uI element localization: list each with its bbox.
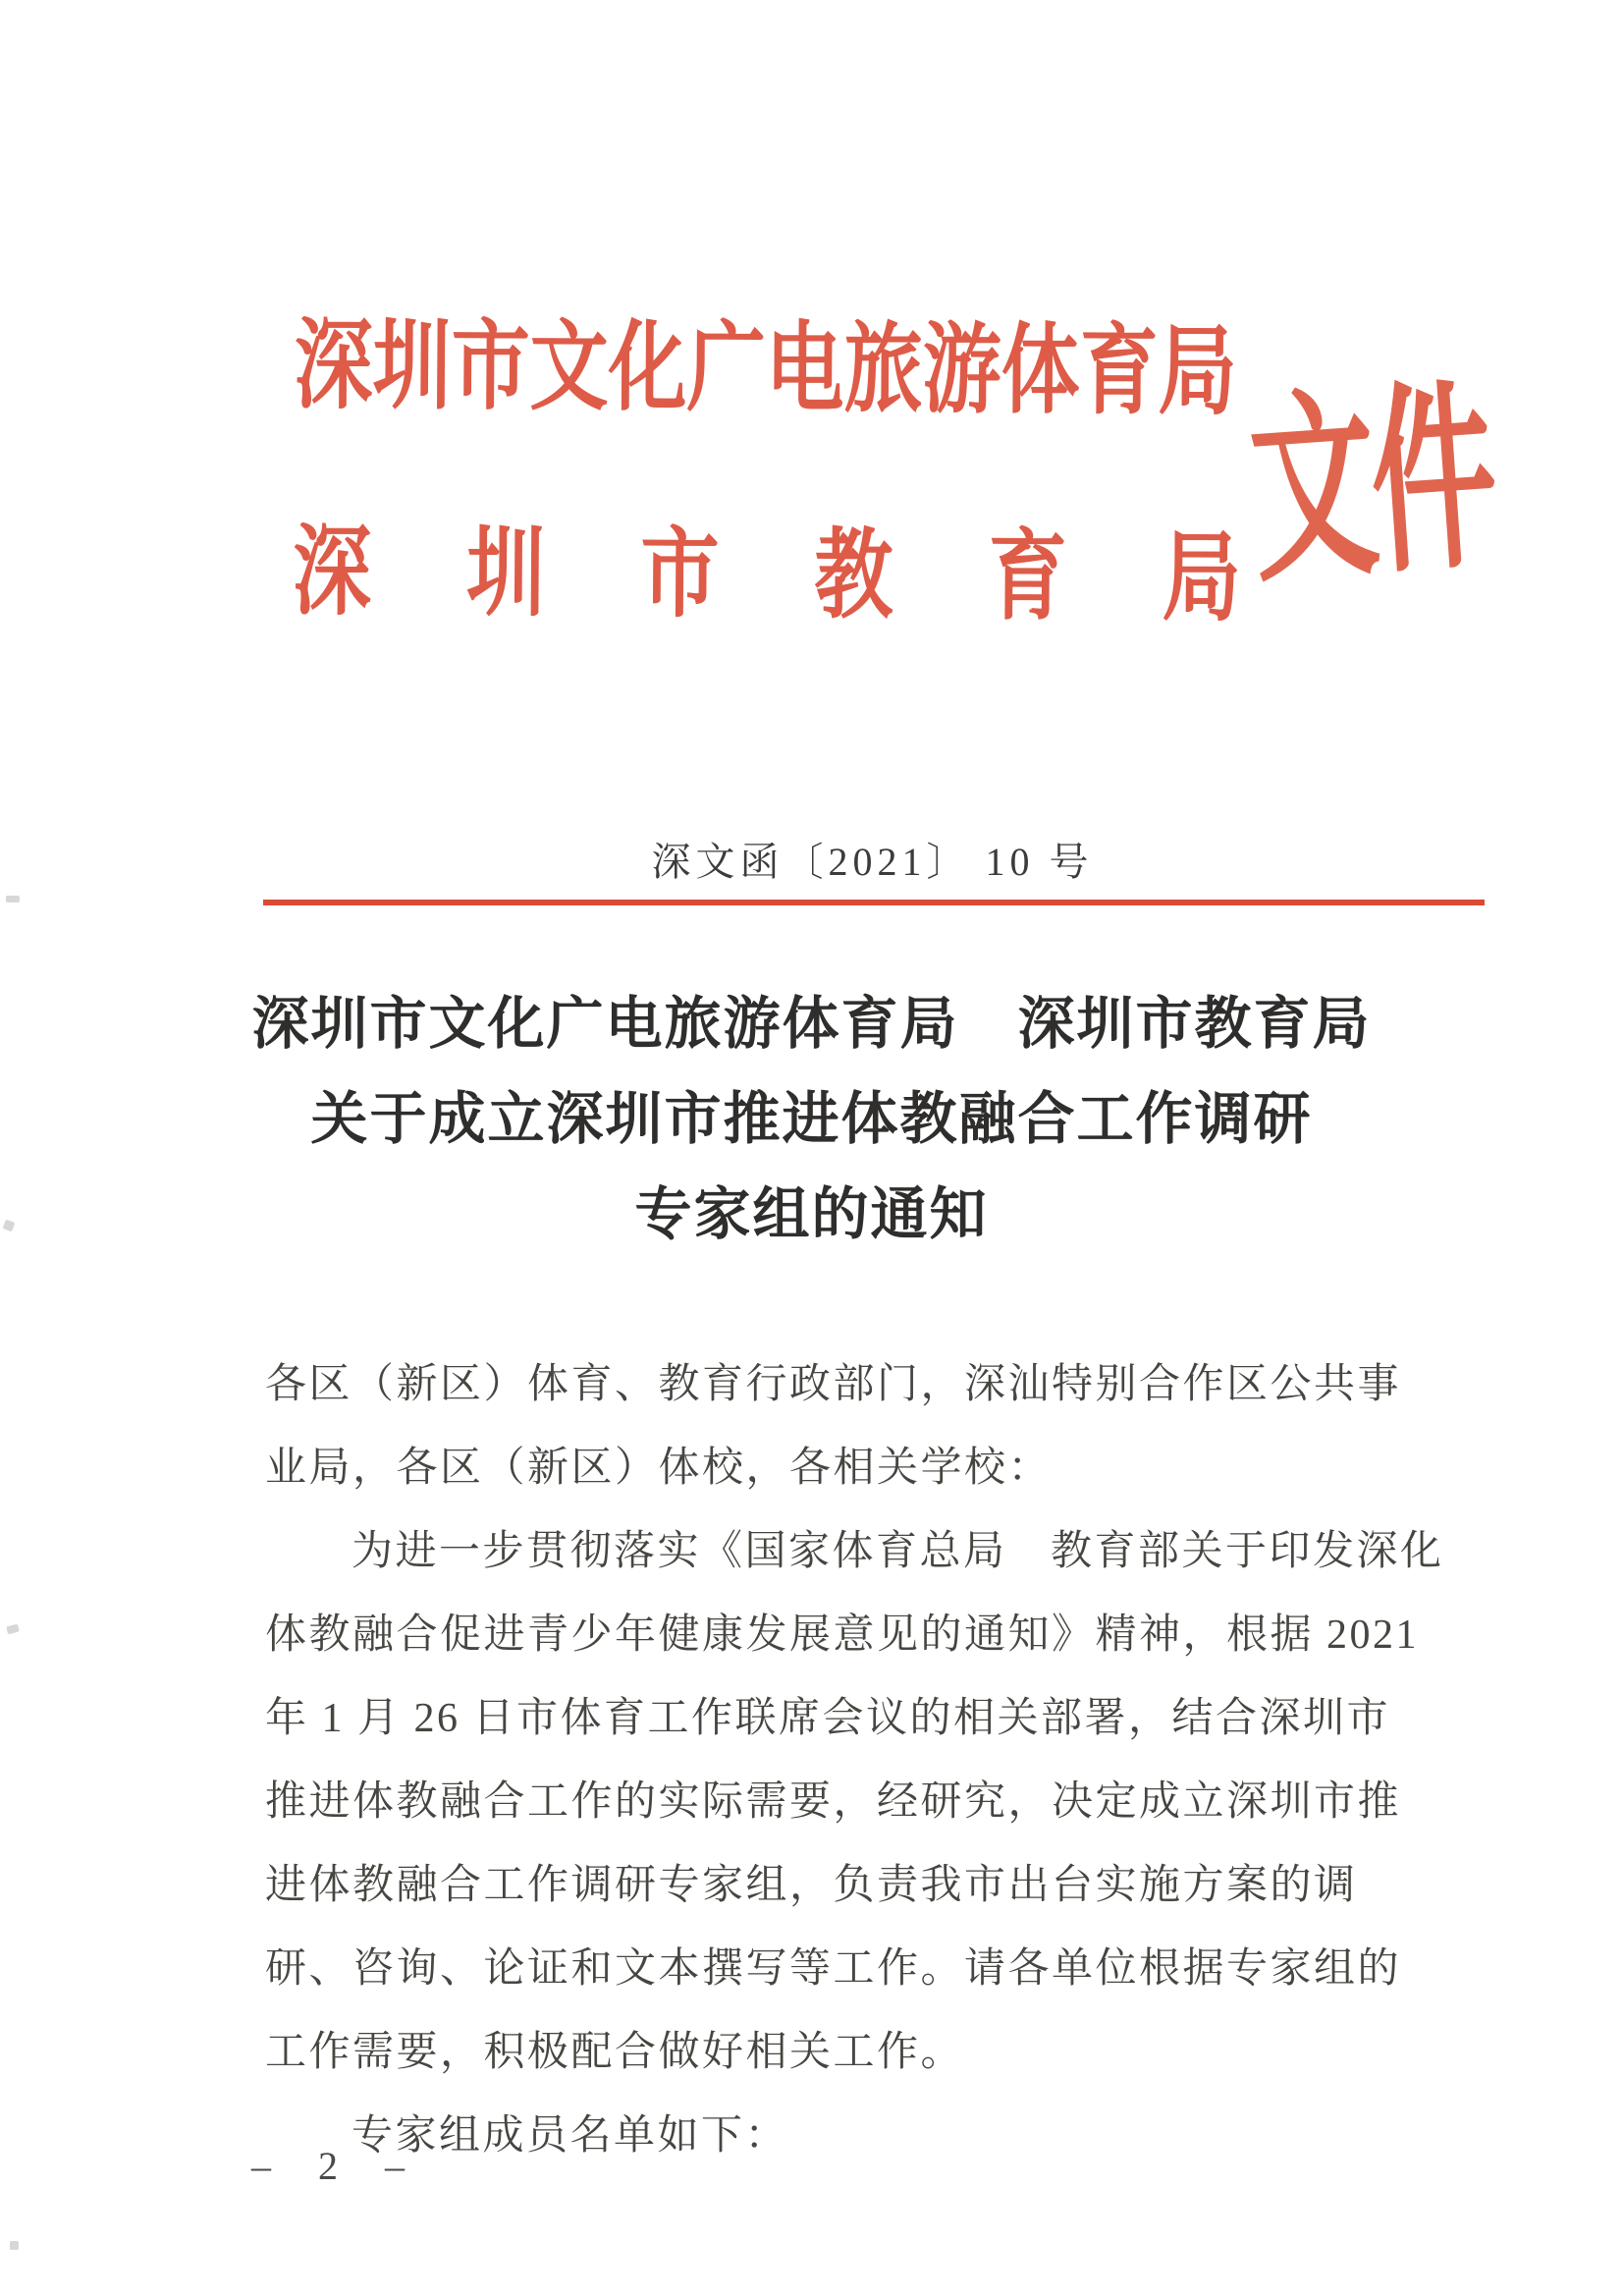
body-line: 研、咨询、论证和文本撰写等工作。请各单位根据专家组的 [265,1946,1402,1992]
scan-artifact [6,1624,20,1635]
document-title [0,976,1623,1262]
body-text [265,1343,1444,2178]
document-title-line1: 深圳市文化广电旅游体育局 深圳市教育局 [251,992,1372,1056]
body-line: 业局，各区（新区）体校，各相关学校： [265,1446,1053,1491]
doc-number: 深文函〔2021〕 10 号 [651,840,1094,884]
body-line: 体教融合促进青少年健康发展意见的通知》精神，根据 2021 [265,1613,1420,1658]
body-line: 年 1 月 26 日市体育工作联席会议的相关部署，结合深圳市 [265,1696,1391,1741]
doc-type-label: 文件 [1244,366,1499,607]
document-title-line2: 关于成立深圳市推进体教融合工作调研 [310,1087,1313,1151]
page-number: – 2 – [251,2144,420,2188]
body-line: 各区（新区）体育、教育行政部门，深汕特别合作区公共事 [265,1362,1402,1407]
body-line: 专家组成员名单如下： [352,2113,789,2159]
red-separator-line [263,900,1485,905]
body-line: 推进体教融合工作的实际需要，经研究，决定成立深圳市推 [265,1779,1402,1825]
agency-name-line2-text: 深圳市教育局 [292,517,1242,633]
body-line: 进体教融合工作调研专家组，负责我市出台实施方案的调 [265,1863,1358,1908]
scan-artifact [10,2241,19,2250]
body-line: 工作需要，积极配合做好相关工作。 [265,2030,965,2075]
agency-name-line1-text: 深圳市文化广电旅游体育局 [294,311,1237,427]
body-line: 为进一步贯彻落实《国家体育总局 教育部关于印发深化 [352,1529,1444,1574]
scan-artifact [6,896,20,902]
document-title-line3: 专家组的通知 [634,1182,989,1246]
